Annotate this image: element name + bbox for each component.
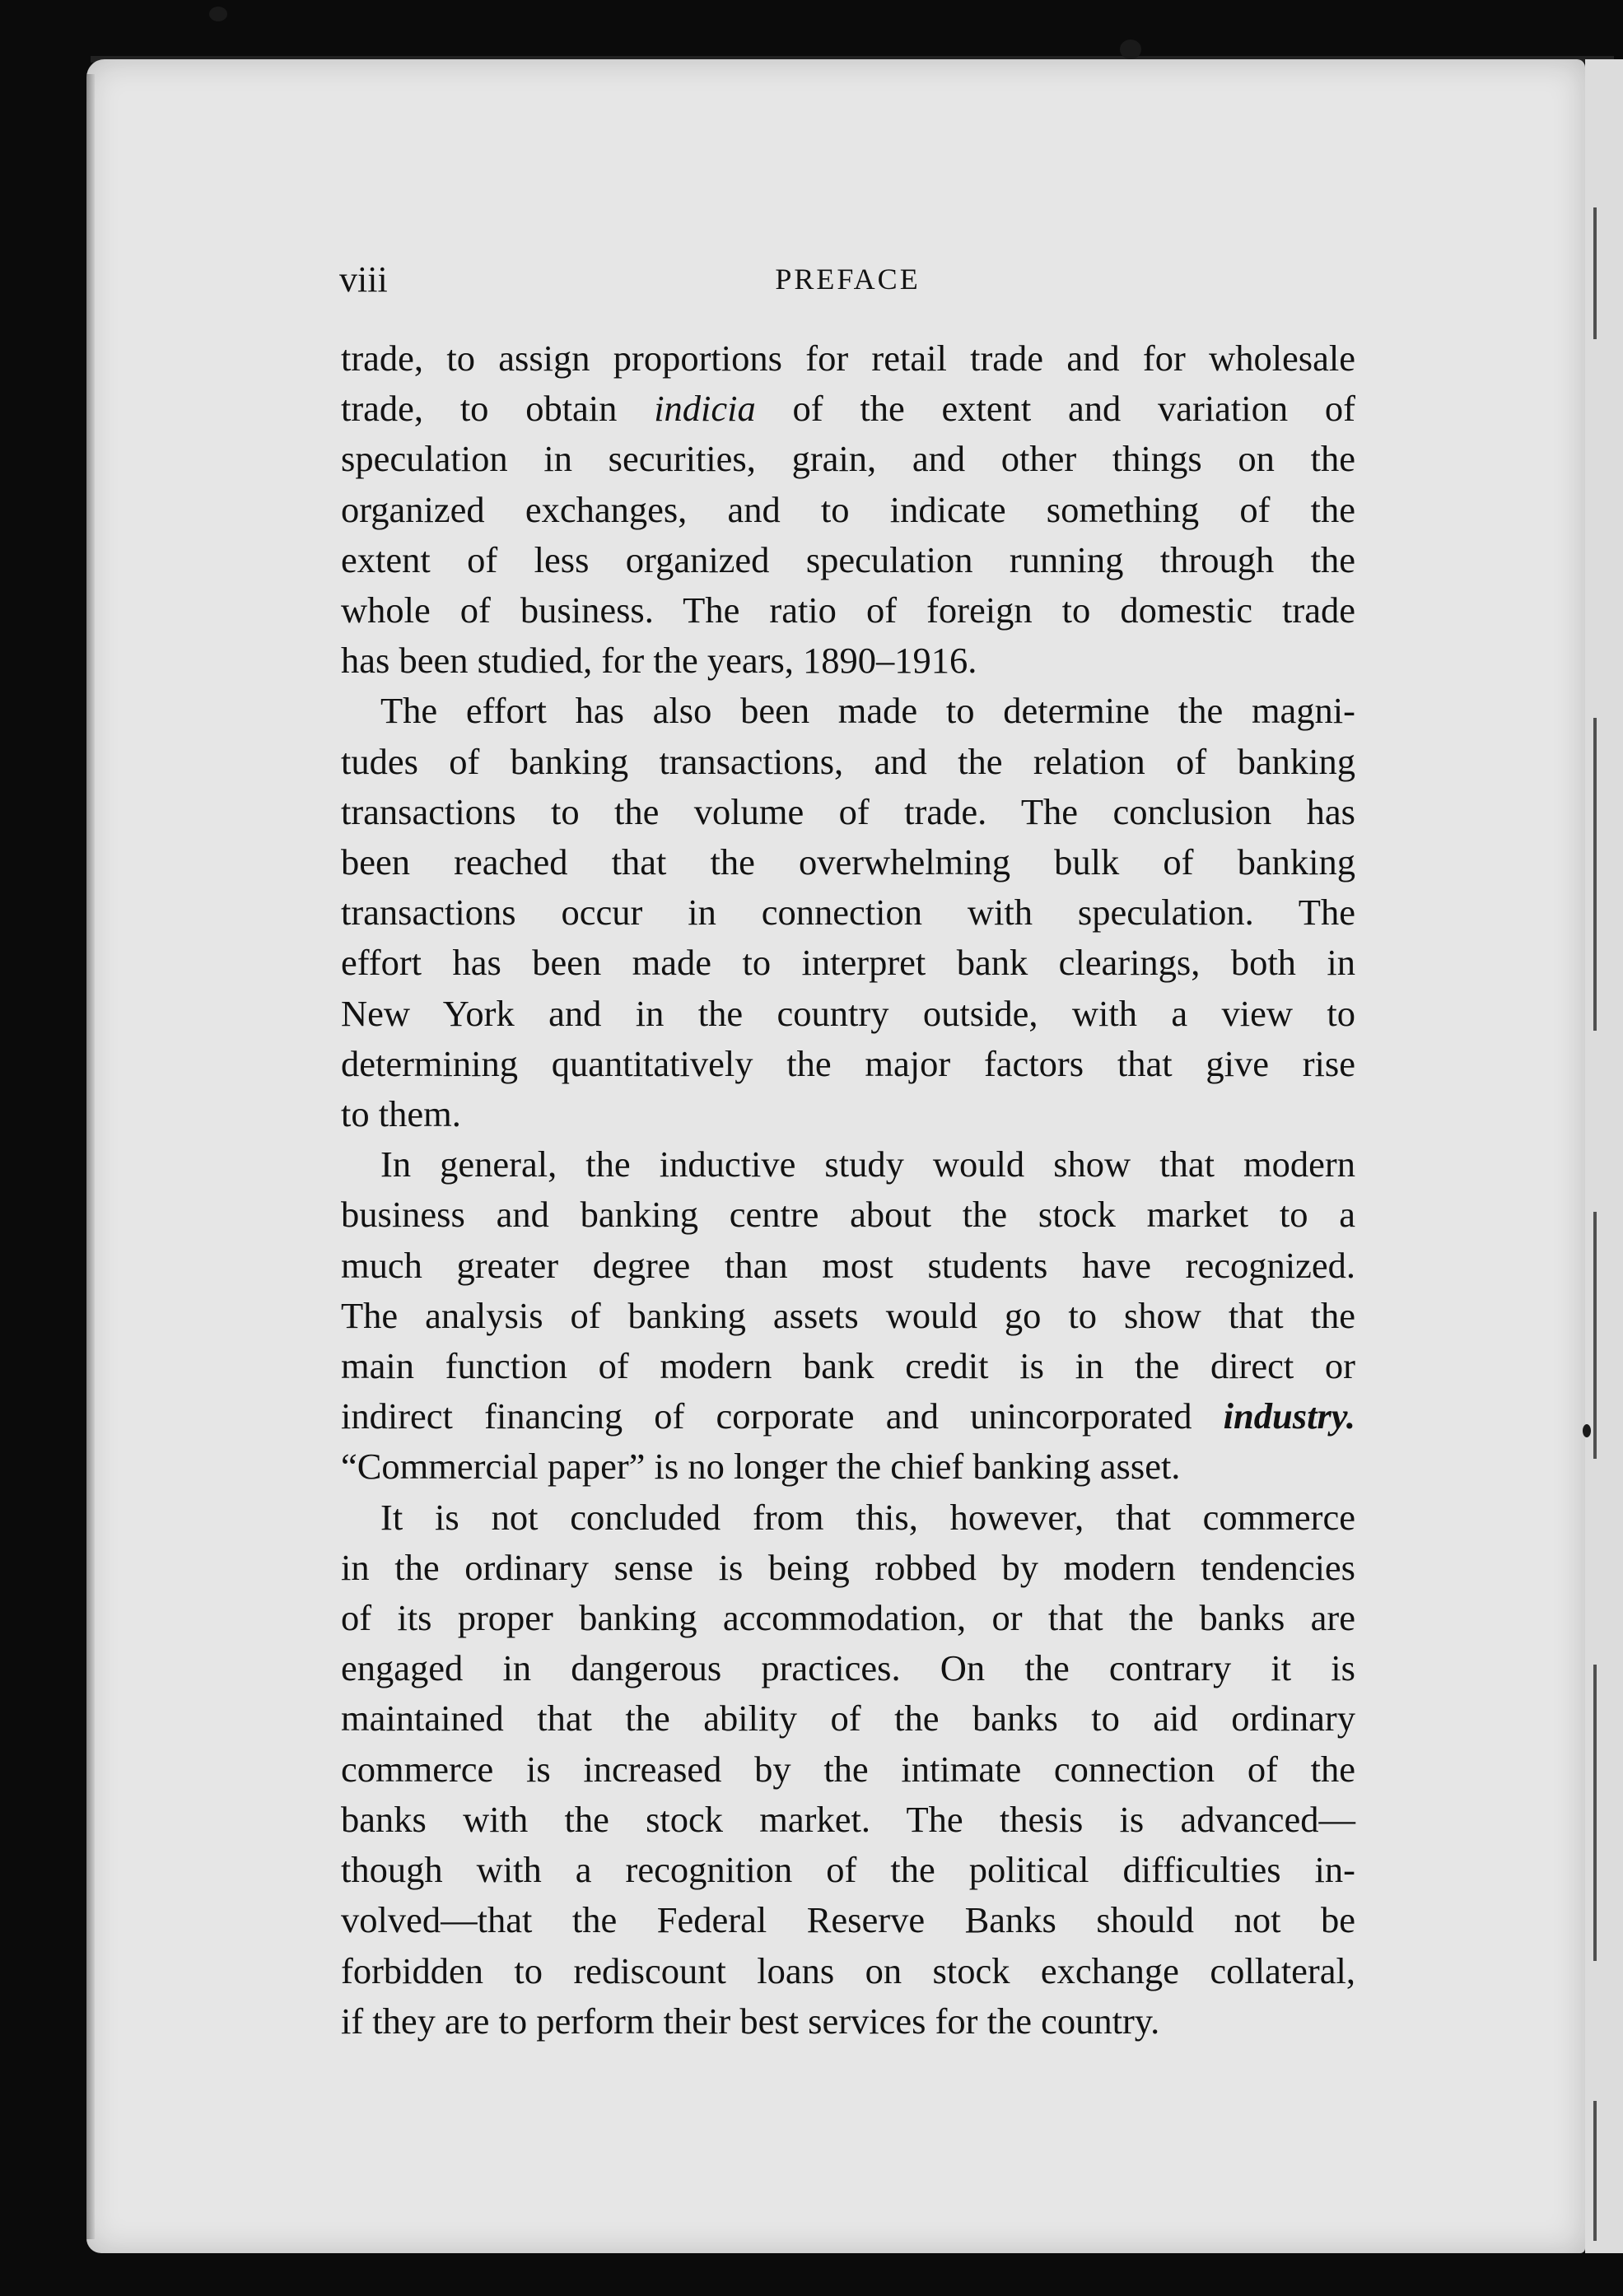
text-line: The effort has also been made to determine the magni- <box>380 690 1355 732</box>
text-line: tudes of banking transactions, and the relation of banking <box>341 740 1355 782</box>
text-line: of its proper banking accommodation, or that the banks are <box>341 1597 1355 1639</box>
page-number: viii <box>339 259 388 300</box>
paragraph <box>341 1139 1355 1492</box>
text-line: In general, the inductive study would show that modern <box>380 1143 1355 1185</box>
text-line: main function of modern bank credit is in the direct or <box>341 1345 1355 1387</box>
text-line: extent of less organized speculation running through the <box>341 538 1355 580</box>
text-line: though with a recognition of the political difficulties in- <box>341 1849 1355 1891</box>
text-line: commerce is increased by the intimate connection of the <box>341 1748 1355 1790</box>
text-line: been reached that the overwhelming bulk of banking <box>341 841 1355 883</box>
preface-body-text <box>341 333 1355 2047</box>
page-left-shadow <box>86 74 95 2239</box>
page-header <box>339 258 1356 300</box>
paragraph <box>341 1493 1355 2047</box>
text-line: trade, to obtain indicia of the extent and variation of <box>341 388 1355 430</box>
text-line: New York and in the country outside, with a view to <box>341 992 1355 1034</box>
text-line: forbidden to rediscount loans on stock exchange collateral, <box>341 1949 1355 1991</box>
text-line: trade, to assign proportions for retail trade and for wholesale <box>341 338 1355 379</box>
text-line: “Commercial paper” is no longer the chief banking asset. <box>341 1446 1181 1488</box>
text-line: volved—that the Federal Reserve Banks should not be <box>341 1899 1355 1941</box>
text-line: in the ordinary sense is being robbed by modern tendencies <box>341 1546 1355 1588</box>
text-line: determining quantitatively the major factors that give rise <box>341 1042 1355 1084</box>
text-line: if they are to perform their best services for the country. <box>341 2000 1160 2042</box>
text-line: banks with the stock market. The thesis is advanced— <box>341 1798 1355 1840</box>
text-line: organized exchanges, and to indicate something of the <box>341 488 1355 530</box>
paragraph <box>341 686 1355 1139</box>
text-line: business and banking centre about the stock market to a <box>341 1194 1355 1236</box>
text-line: The analysis of banking assets would go to show that the <box>341 1294 1355 1336</box>
running-head: PREFACE <box>775 263 921 296</box>
text-line: It is not concluded from this, however, that commerce <box>380 1496 1355 1538</box>
text-line: whole of business. The ratio of foreign to domestic trade <box>341 589 1355 631</box>
paragraph <box>341 333 1355 686</box>
text-line: speculation in securities, grain, and other things on the <box>341 438 1355 480</box>
adjacent-page-edge <box>1585 59 1623 2253</box>
text-line: engaged in dangerous practices. On the contrary it is <box>341 1647 1355 1689</box>
text-line: much greater degree than most students have recognized. <box>341 1244 1355 1286</box>
text-line: transactions to the volume of trade. The conclusion has <box>341 790 1355 832</box>
scan-speck <box>1120 40 1141 59</box>
text-line: has been studied, for the years, 1890–1916. <box>341 640 977 682</box>
text-line: indirect financing of corporate and unincorporated industry. <box>341 1395 1355 1437</box>
text-line: effort has been made to interpret bank clearings, both in <box>341 942 1355 984</box>
text-line: maintained that the ability of the banks to aid ordinary <box>341 1698 1355 1739</box>
text-line: to them. <box>341 1093 461 1135</box>
scan-speck <box>209 7 227 21</box>
scan-speck <box>1583 1424 1591 1437</box>
text-line: transactions occur in connection with speculation. The <box>341 892 1355 934</box>
